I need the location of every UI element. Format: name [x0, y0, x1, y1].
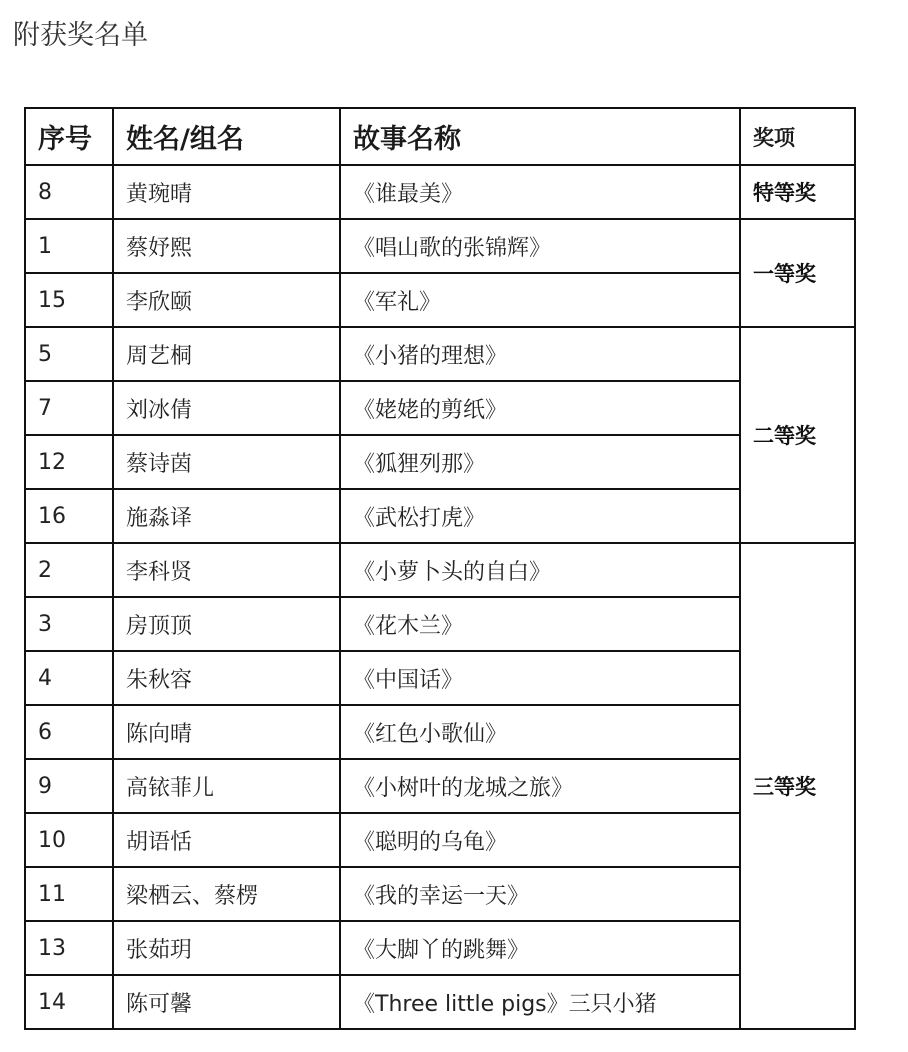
cell-story: 《红色小歌仙》 [340, 705, 740, 759]
cell-name: 陈向晴 [113, 705, 340, 759]
cell-no: 5 [25, 327, 113, 381]
cell-name: 施淼译 [113, 489, 340, 543]
table-row [25, 921, 855, 975]
award-table [24, 107, 856, 1030]
cell-story: 《小萝卜头的自白》 [340, 543, 740, 597]
table-row [25, 651, 855, 705]
header-no: 序号 [25, 108, 113, 165]
cell-name: 朱秋容 [113, 651, 340, 705]
header-prize: 奖项 [740, 108, 855, 165]
cell-no: 6 [25, 705, 113, 759]
cell-no: 16 [25, 489, 113, 543]
cell-no: 14 [25, 975, 113, 1029]
table-row [25, 219, 855, 273]
cell-no: 11 [25, 867, 113, 921]
cell-story: 《武松打虎》 [340, 489, 740, 543]
table-row [25, 813, 855, 867]
cell-name: 胡语恬 [113, 813, 340, 867]
cell-no: 2 [25, 543, 113, 597]
cell-story: 《Three little pigs》三只小猪 [340, 975, 740, 1029]
cell-name: 张茹玥 [113, 921, 340, 975]
cell-name: 蔡诗茵 [113, 435, 340, 489]
cell-story: 《姥姥的剪纸》 [340, 381, 740, 435]
cell-no: 13 [25, 921, 113, 975]
cell-story: 《小树叶的龙城之旅》 [340, 759, 740, 813]
table-row [25, 435, 855, 489]
cell-story: 《军礼》 [340, 273, 740, 327]
header-story: 故事名称 [340, 108, 740, 165]
cell-prize-first: 一等奖 [740, 219, 855, 327]
cell-name: 陈可馨 [113, 975, 340, 1029]
table-row [25, 705, 855, 759]
cell-name: 房顶顶 [113, 597, 340, 651]
cell-name: 刘冰倩 [113, 381, 340, 435]
table-row [25, 273, 855, 327]
cell-name: 高铱菲儿 [113, 759, 340, 813]
cell-story: 《唱山歌的张锦辉》 [340, 219, 740, 273]
cell-prize-third: 三等奖 [740, 543, 855, 1029]
cell-story: 《小猪的理想》 [340, 327, 740, 381]
cell-no: 8 [25, 165, 113, 219]
table-row [25, 759, 855, 813]
table-row [25, 165, 855, 219]
cell-story: 《我的幸运一天》 [340, 867, 740, 921]
table-row [25, 327, 855, 381]
table-row [25, 975, 855, 1029]
cell-prize-second: 二等奖 [740, 327, 855, 543]
table-row [25, 489, 855, 543]
cell-story: 《花木兰》 [340, 597, 740, 651]
cell-no: 10 [25, 813, 113, 867]
cell-name: 李科贤 [113, 543, 340, 597]
cell-name: 黄琬晴 [113, 165, 340, 219]
cell-story: 《中国话》 [340, 651, 740, 705]
cell-no: 1 [25, 219, 113, 273]
cell-no: 9 [25, 759, 113, 813]
table-row [25, 381, 855, 435]
cell-name: 周艺桐 [113, 327, 340, 381]
cell-story: 《聪明的乌龟》 [340, 813, 740, 867]
cell-name: 梁栖云、蔡楞 [113, 867, 340, 921]
cell-no: 3 [25, 597, 113, 651]
cell-no: 4 [25, 651, 113, 705]
cell-story: 《大脚丫的跳舞》 [340, 921, 740, 975]
cell-story: 《狐狸列那》 [340, 435, 740, 489]
header-name: 姓名/组名 [113, 108, 340, 165]
cell-name: 李欣颐 [113, 273, 340, 327]
cell-prize-special: 特等奖 [740, 165, 855, 219]
table-header-row [25, 108, 855, 165]
cell-no: 15 [25, 273, 113, 327]
cell-story: 《谁最美》 [340, 165, 740, 219]
table-row [25, 597, 855, 651]
table-row [25, 543, 855, 597]
table-row [25, 867, 855, 921]
cell-name: 蔡妤熙 [113, 219, 340, 273]
page-title: 附获奖名单 [13, 20, 148, 51]
cell-no: 12 [25, 435, 113, 489]
cell-no: 7 [25, 381, 113, 435]
